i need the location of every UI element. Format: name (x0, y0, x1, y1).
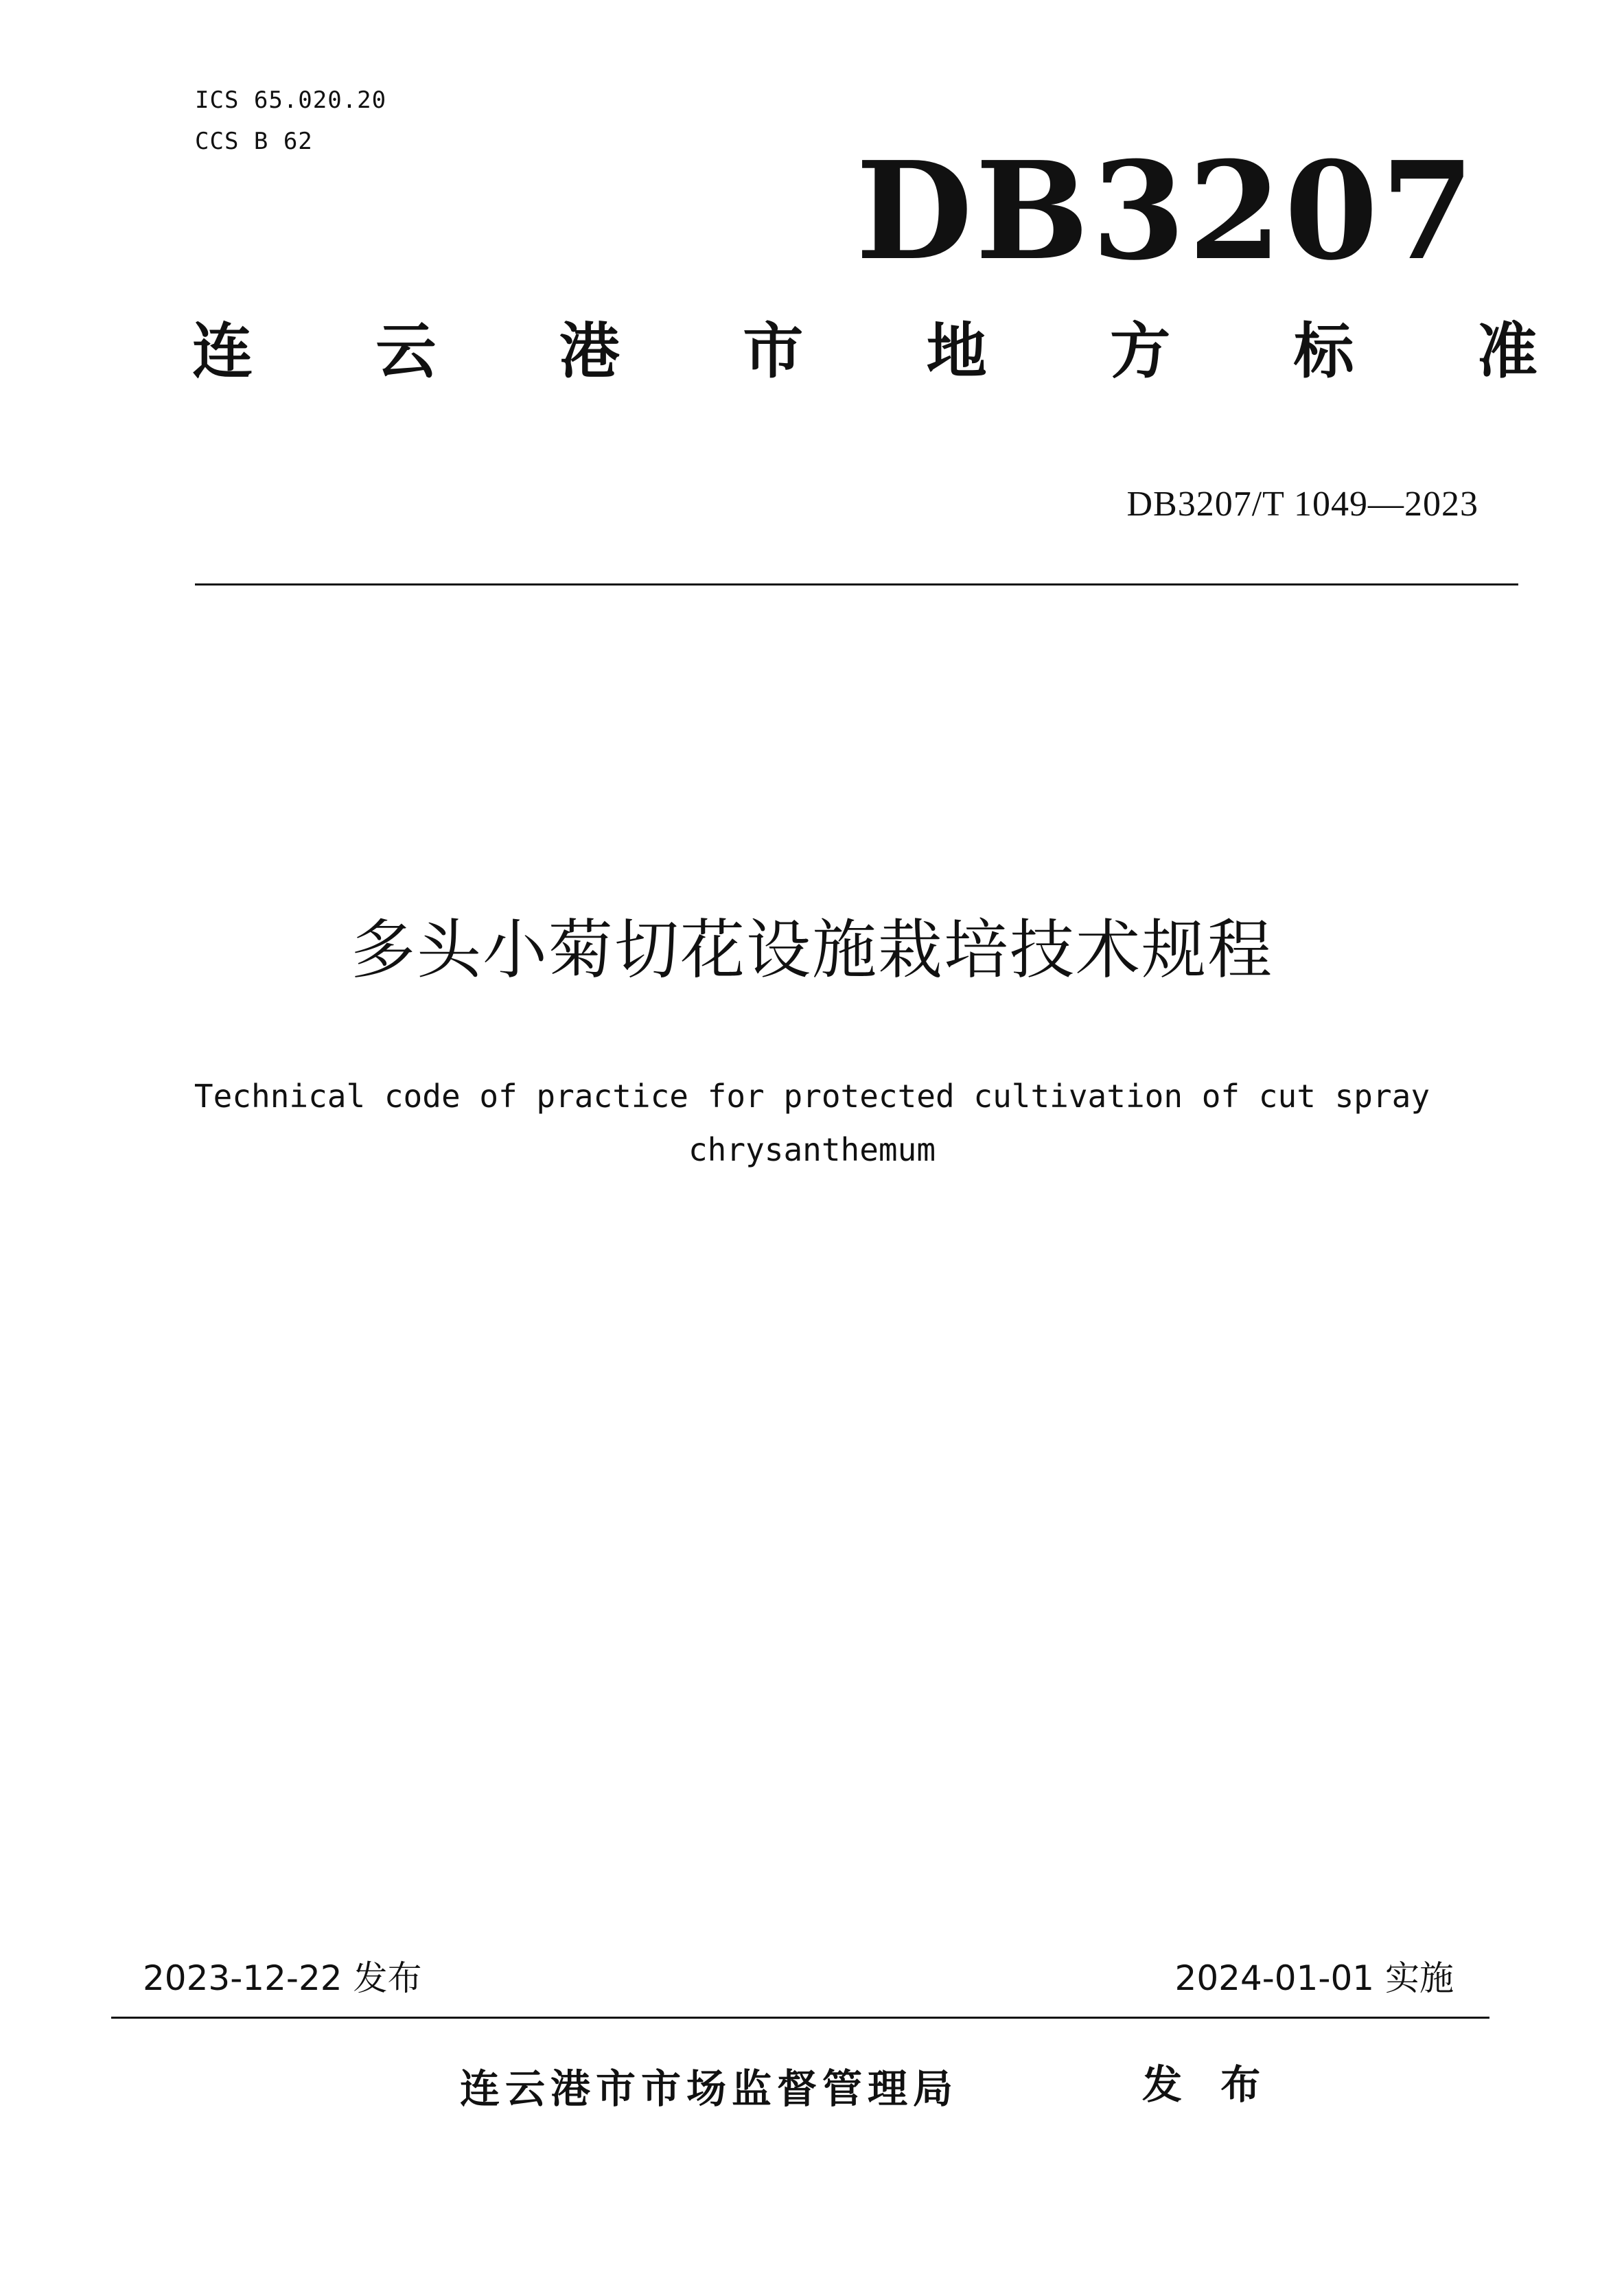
standard-type-char: 标 (1293, 316, 1354, 386)
standard-code-heading: DB3207 (855, 132, 1477, 290)
standard-type-char: 准 (1476, 316, 1538, 386)
ccs-code: CCS B 62 (195, 128, 313, 155)
standard-type-heading (192, 316, 1538, 386)
standard-type-char: 地 (926, 316, 987, 386)
publish-label: 发 布 (1142, 2061, 1273, 2108)
document-title-cn: 多头小菊切花设施栽培技术规程 (350, 913, 1273, 988)
issue-date: 2023-12-22 发布 (143, 1958, 422, 1998)
document-title-en (137, 1069, 1487, 1176)
standard-type-char: 连 (192, 316, 253, 386)
title-en-line-2: chrysanthemum (688, 1131, 936, 1168)
ics-code: ICS 65.020.20 (195, 86, 387, 114)
standard-type-char: 市 (743, 316, 804, 386)
top-divider (195, 583, 1518, 585)
standard-type-char: 港 (559, 316, 620, 386)
bottom-divider (111, 2017, 1489, 2019)
implementation-date: 2024-01-01 实施 (1174, 1958, 1454, 1998)
standard-number: DB3207/T 1049—2023 (1126, 485, 1478, 524)
standard-type-char: 方 (1110, 316, 1171, 386)
standard-type-char: 云 (375, 316, 437, 386)
publisher-name: 连云港市市场监督管理局 (460, 2065, 959, 2112)
title-en-line-1: Technical code of practice for protected cultivation of cut spray (194, 1078, 1430, 1115)
